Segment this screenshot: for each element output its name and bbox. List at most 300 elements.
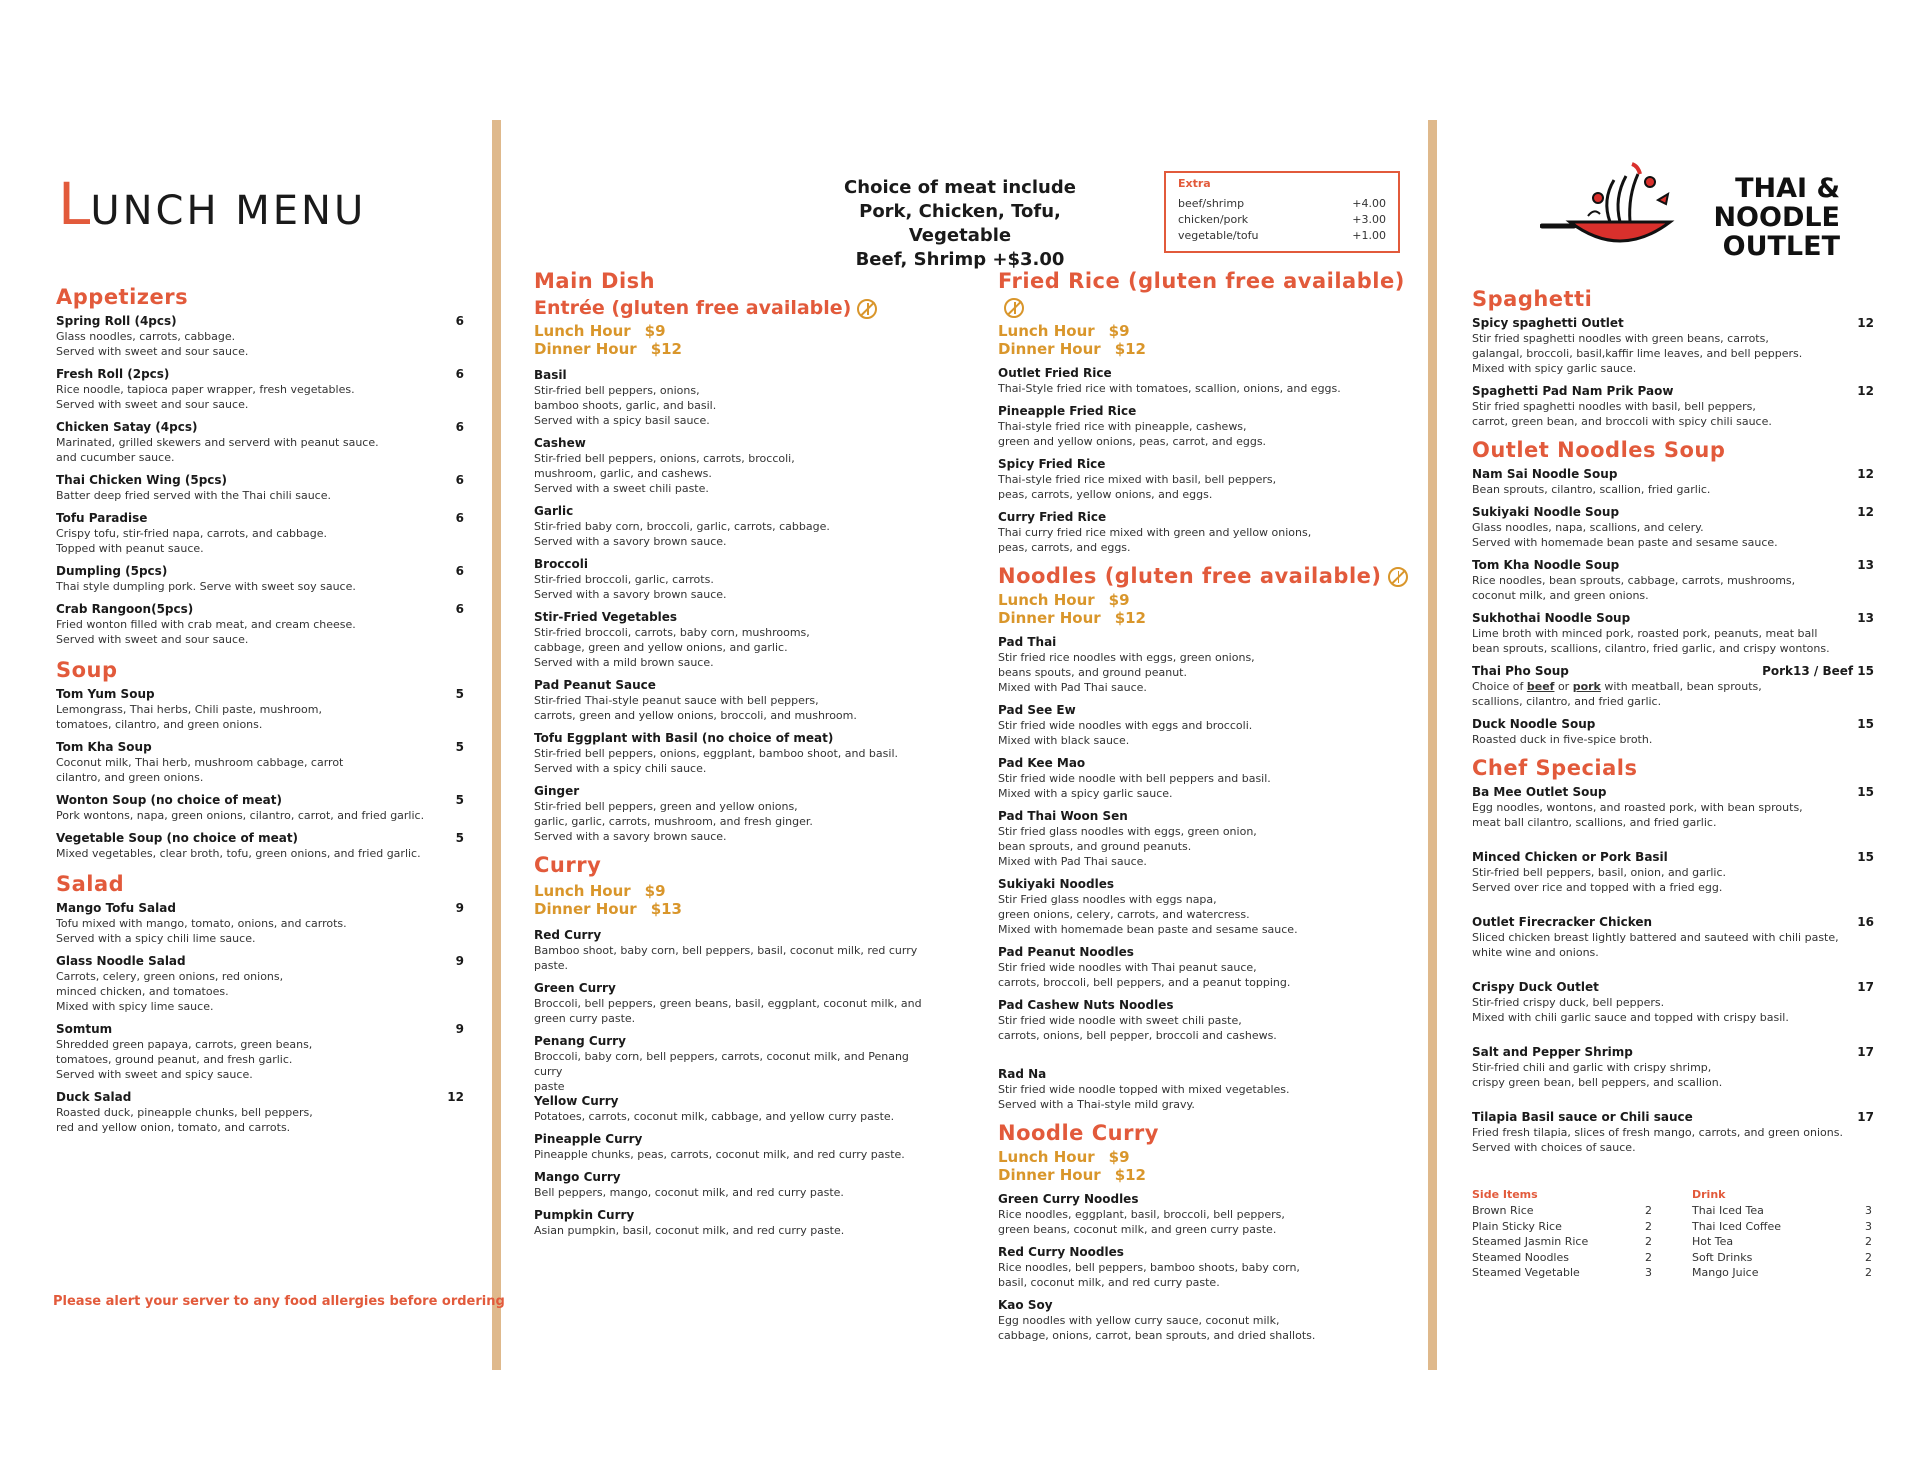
list-item bbox=[1692, 1250, 1872, 1266]
item-name: Brown Rice bbox=[1472, 1204, 1534, 1217]
extra-price: +1.00 bbox=[1352, 229, 1386, 242]
item-price: 3 bbox=[1645, 1266, 1652, 1279]
extra-title: Extra bbox=[1178, 177, 1211, 190]
item-price: 2 bbox=[1865, 1235, 1872, 1248]
item-name: Pad Peanut Noodles bbox=[998, 945, 1134, 959]
item-name: Fresh Roll (2pcs) bbox=[56, 367, 170, 381]
item-desc: beans spouts, and ground peanut. bbox=[998, 666, 1187, 679]
menu-item bbox=[998, 1245, 1408, 1290]
item-price: 17 bbox=[1857, 1045, 1874, 1059]
item-desc: Crispy tofu, stir-fried napa, carrots, and cabbage. bbox=[56, 527, 327, 540]
item-name: Plain Sticky Rice bbox=[1472, 1219, 1562, 1233]
item-desc: Served with a savory brown sauce. bbox=[534, 830, 727, 843]
item-desc: Stir fried glass noodles with eggs, green onion, bbox=[998, 825, 1257, 838]
item-price: 5 bbox=[455, 687, 464, 701]
item-desc: tomatoes, cilantro, and green onions. bbox=[56, 718, 263, 731]
item-desc: Thai-style fried rice mixed with basil, bell peppers, bbox=[998, 473, 1277, 486]
item-price: 2 bbox=[1645, 1250, 1652, 1264]
item-desc: Stir-fried bell peppers, onions, eggplant, bamboo shoot, and basil. bbox=[534, 747, 898, 760]
list-item bbox=[1472, 1203, 1652, 1219]
gluten-free-icon bbox=[857, 299, 877, 319]
menu-item bbox=[534, 1094, 934, 1124]
item-desc: peas, carrots, and eggs. bbox=[998, 541, 1131, 554]
noodles-dinner: Dinner Hour $12 bbox=[998, 609, 1146, 627]
main-dish-subtitle bbox=[534, 296, 934, 320]
item-price: 2 bbox=[1645, 1204, 1652, 1217]
item-name: Ginger bbox=[534, 784, 580, 798]
item-desc: Stir fried wide noodle topped with mixed vegetables. bbox=[998, 1083, 1290, 1096]
item-price: 2 bbox=[1865, 1266, 1872, 1279]
item-desc: Fried wonton filled with crab meat, and cream cheese. bbox=[56, 618, 356, 631]
list-item bbox=[1692, 1219, 1872, 1235]
menu-item bbox=[1472, 558, 1874, 603]
menu-item bbox=[534, 784, 934, 844]
item-desc: Pineapple chunks, peas, carrots, coconut milk, and red curry paste. bbox=[534, 1148, 905, 1161]
menu-item bbox=[1472, 505, 1874, 550]
menu-item bbox=[56, 901, 464, 946]
item-price: 5 bbox=[455, 740, 464, 754]
extra-price: +3.00 bbox=[1352, 213, 1386, 226]
item-name: Spicy Fried Rice bbox=[998, 457, 1106, 471]
item-name: Pad Cashew Nuts Noodles bbox=[998, 998, 1174, 1012]
menu-item bbox=[56, 511, 464, 556]
item-name: Penang Curry bbox=[534, 1034, 626, 1048]
curry-lunch: Lunch Hour $9 bbox=[534, 882, 666, 900]
extra-name: beef/shrimp bbox=[1178, 197, 1245, 210]
menu-item bbox=[56, 473, 464, 503]
item-desc: Marinated, grilled skewers and serverd with peanut sauce. bbox=[56, 436, 379, 449]
list-item bbox=[1692, 1234, 1872, 1250]
item-desc: red and yellow onion, tomato, and carrots. bbox=[56, 1121, 291, 1134]
menu-item bbox=[534, 928, 934, 973]
divider-stripe-right bbox=[1428, 120, 1437, 1370]
section-title-appetizers: Appetizers bbox=[56, 285, 189, 309]
noodles-lunch: Lunch Hour $9 bbox=[998, 591, 1130, 609]
item-name: Kao Soy bbox=[998, 1298, 1053, 1312]
menu-item bbox=[1472, 785, 1874, 830]
item-desc: Served with a spicy basil sauce. bbox=[534, 414, 710, 427]
item-price: 15 bbox=[1857, 717, 1874, 731]
item-desc: Topped with peanut sauce. bbox=[56, 542, 204, 555]
list-item bbox=[1692, 1265, 1872, 1281]
item-desc: bean sprouts, scallions, cilantro, fried garlic, and crispy wontons. bbox=[1472, 642, 1830, 655]
item-name: Green Curry bbox=[534, 981, 616, 995]
noodle-curry-lunch: Lunch Hour $9 bbox=[998, 1148, 1130, 1166]
item-name: Sukhothai Noodle Soup bbox=[1472, 611, 1631, 625]
item-desc: Bean sprouts, cilantro, scallion, fried garlic. bbox=[1472, 483, 1711, 496]
item-desc: mushroom, garlic, and cashews. bbox=[534, 467, 712, 480]
item-price: 12 bbox=[447, 1090, 464, 1104]
menu-item bbox=[56, 954, 464, 1014]
item-name: Sukiyaki Noodle Soup bbox=[1472, 505, 1620, 519]
item-price: 6 bbox=[455, 420, 464, 434]
item-desc: Rice noodles, bean sprouts, cabbage, carrots, mushrooms, bbox=[1472, 574, 1796, 587]
item-desc: carrots, green and yellow onions, broccoli, and mushroom. bbox=[534, 709, 857, 722]
menu-item bbox=[56, 602, 464, 647]
item-desc: Stir fried wide noodle with bell peppers and basil. bbox=[998, 772, 1271, 785]
item-desc: Mixed with spicy lime sauce. bbox=[56, 1000, 214, 1013]
menu-item bbox=[1472, 1045, 1874, 1090]
item-desc: green onions, celery, carrots, and watercress. bbox=[998, 908, 1250, 921]
section-title-soup: Soup bbox=[56, 658, 118, 682]
item-desc: Egg noodles with yellow curry sauce, coconut milk, bbox=[998, 1314, 1280, 1327]
item-price: 17 bbox=[1857, 1110, 1874, 1124]
item-desc: Served with a spicy chili sauce. bbox=[534, 762, 707, 775]
list-item bbox=[1472, 1219, 1652, 1235]
item-price: 3 bbox=[1865, 1204, 1872, 1217]
item-desc: Bell peppers, mango, coconut milk, and red curry paste. bbox=[534, 1186, 844, 1199]
item-name: Tilapia Basil sauce or Chili sauce bbox=[1472, 1110, 1693, 1124]
item-desc: and cucumber sauce. bbox=[56, 451, 175, 464]
item-desc: Mixed with black sauce. bbox=[998, 734, 1130, 747]
menu-item bbox=[1472, 316, 1874, 376]
item-name: Red Curry bbox=[534, 928, 602, 942]
item-desc: Lime broth with minced pork, roasted pork, peanuts, meat ball bbox=[1472, 627, 1818, 640]
item-price: 16 bbox=[1857, 915, 1874, 929]
item-desc: Pork wontons, napa, green onions, cilantro, carrot, and fried garlic. bbox=[56, 809, 425, 822]
section-title-spaghetti: Spaghetti bbox=[1472, 287, 1593, 311]
section-title-curry: Curry bbox=[534, 853, 602, 877]
item-desc: Batter deep fried served with the Thai chili sauce. bbox=[56, 489, 331, 502]
title-rest: UNCH MENU bbox=[90, 188, 367, 234]
fried-rice-dinner: Dinner Hour $12 bbox=[998, 340, 1146, 358]
item-name: Steamed Jasmin Rice bbox=[1472, 1235, 1589, 1248]
logo bbox=[1540, 160, 1840, 260]
menu-item bbox=[534, 504, 934, 549]
item-desc: Thai-Style fried rice with tomatoes, scallion, onions, and eggs. bbox=[998, 382, 1341, 395]
item-name: Chicken Satay (4pcs) bbox=[56, 420, 198, 434]
item-name: Basil bbox=[534, 368, 567, 382]
item-desc: Mixed with Pad Thai sauce. bbox=[998, 855, 1147, 868]
item-desc: Mixed with homemade bean paste and sesame sauce. bbox=[998, 923, 1298, 936]
menu-item bbox=[534, 610, 934, 670]
item-desc: Stir fried spaghetti noodles with green beans, carrots, bbox=[1472, 332, 1769, 345]
menu-item bbox=[534, 368, 934, 428]
item-desc: carrots, onions, bell pepper, broccoli and cashews. bbox=[998, 1029, 1277, 1042]
item-name: Pad Thai Woon Sen bbox=[998, 809, 1128, 823]
logo-line-2: NOODLE bbox=[1713, 202, 1840, 233]
item-desc: Stir-fried Thai-style peanut sauce with bell peppers, bbox=[534, 694, 819, 707]
item-desc: Lemongrass, Thai herbs, Chili paste, mushroom, bbox=[56, 703, 322, 716]
extra-name: chicken/pork bbox=[1178, 213, 1249, 226]
menu-item bbox=[998, 1298, 1408, 1343]
item-name: Wonton Soup (no choice of meat) bbox=[56, 793, 282, 807]
item-desc: meat ball cilantro, scallions, and fried garlic. bbox=[1472, 816, 1717, 829]
item-desc: Stir fried wide noodle with sweet chili paste, bbox=[998, 1014, 1242, 1027]
item-desc: Mixed with Pad Thai sauce. bbox=[998, 681, 1147, 694]
item-desc: Stir fried rice noodles with eggs, green onions, bbox=[998, 651, 1255, 664]
item-desc: Coconut milk, Thai herb, mushroom cabbage, carrot bbox=[56, 756, 344, 769]
item-desc: Tofu mixed with mango, tomato, onions, and carrots. bbox=[56, 917, 347, 930]
item-price: 6 bbox=[455, 473, 464, 487]
menu-item bbox=[998, 510, 1408, 555]
item-name: Somtum bbox=[56, 1022, 113, 1036]
item-price: 5 bbox=[455, 831, 464, 845]
drinks bbox=[1692, 1188, 1872, 1281]
list-item bbox=[1472, 1250, 1652, 1266]
item-price: 3 bbox=[1865, 1219, 1872, 1233]
section-title-main-dish: Main Dish bbox=[534, 269, 656, 293]
item-desc: Served with a spicy chili lime sauce. bbox=[56, 932, 256, 945]
menu-item bbox=[998, 998, 1408, 1043]
item-desc: galangal, broccoli, basil,kaffir lime leaves, and bell peppers. bbox=[1472, 347, 1803, 360]
menu-item bbox=[998, 703, 1408, 748]
item-name: Cashew bbox=[534, 436, 586, 450]
drink-title: Drink bbox=[1692, 1188, 1726, 1201]
main-dish-lunch: Lunch Hour $9 bbox=[534, 322, 666, 340]
item-name: Mango Juice bbox=[1692, 1266, 1759, 1279]
item-desc: carrots, broccoli, bell peppers, and a peanut topping. bbox=[998, 976, 1291, 989]
menu-item bbox=[998, 366, 1408, 396]
item-desc: Stir-fried crispy duck, bell peppers. bbox=[1472, 996, 1665, 1009]
menu-item bbox=[56, 740, 464, 785]
menu-item bbox=[998, 404, 1408, 449]
title-first-letter: L bbox=[58, 170, 91, 238]
column-right bbox=[1472, 286, 1874, 1163]
item-desc: Fried fresh tilapia, slices of fresh mango, carrots, and green onions. bbox=[1472, 1126, 1843, 1139]
main-dish-dinner: Dinner Hour $12 bbox=[534, 340, 682, 358]
item-name: Duck Salad bbox=[56, 1090, 132, 1104]
item-name: Duck Noodle Soup bbox=[1472, 717, 1596, 731]
item-desc: Stir-fried bell peppers, basil, onion, and garlic. bbox=[1472, 866, 1727, 879]
item-name: Crispy Duck Outlet bbox=[1472, 980, 1599, 994]
item-desc: green curry paste. bbox=[534, 1012, 636, 1025]
item-name: Spicy spaghetti Outlet bbox=[1472, 316, 1624, 330]
curry-dinner: Dinner Hour $13 bbox=[534, 900, 682, 918]
item-price: 9 bbox=[455, 901, 464, 915]
menu-item bbox=[56, 1090, 464, 1135]
item-name: Soft Drinks bbox=[1692, 1250, 1753, 1264]
item-desc: Served with a Thai-style mild gravy. bbox=[998, 1098, 1195, 1111]
menu-item bbox=[1472, 467, 1874, 497]
item-desc: Stir-fried broccoli, carrots, baby corn, mushrooms, bbox=[534, 626, 810, 639]
item-desc: Stir fried wide noodles with eggs and broccoli. bbox=[998, 719, 1253, 732]
item-price: 2 bbox=[1645, 1219, 1652, 1233]
item-name: Pad Peanut Sauce bbox=[534, 678, 656, 692]
item-desc: Broccoli, bell peppers, green beans, basil, eggplant, coconut milk, and bbox=[534, 997, 922, 1010]
item-desc: Rice noodle, tapioca paper wrapper, fresh vegetables. bbox=[56, 383, 355, 396]
item-desc: Served with sweet and sour sauce. bbox=[56, 345, 249, 358]
menu-item bbox=[56, 687, 464, 732]
item-name: Tom Kha Soup bbox=[56, 740, 152, 754]
item-price: 6 bbox=[455, 314, 464, 328]
fried-rice-title: Fried Rice (gluten free available) bbox=[998, 268, 1408, 320]
extra-row bbox=[1178, 228, 1386, 244]
side-items-title: Side Items bbox=[1472, 1188, 1538, 1201]
item-price: 12 bbox=[1857, 505, 1874, 519]
item-name: Steamed Noodles bbox=[1472, 1250, 1569, 1264]
item-price: 6 bbox=[455, 602, 464, 616]
noodle-curry-dinner: Dinner Hour $12 bbox=[998, 1166, 1146, 1184]
side-items bbox=[1472, 1188, 1652, 1281]
item-name: Hot Tea bbox=[1692, 1235, 1734, 1248]
item-desc: Asian pumpkin, basil, coconut milk, and red curry paste. bbox=[534, 1224, 845, 1237]
item-name: Mango Tofu Salad bbox=[56, 901, 176, 915]
item-desc: Served with homemade bean paste and sesame sauce. bbox=[1472, 536, 1778, 549]
menu-item bbox=[56, 793, 464, 823]
list-item bbox=[1692, 1203, 1872, 1219]
item-desc: cabbage, onions, carrot, bean sprouts, and dried shallots. bbox=[998, 1329, 1316, 1342]
item-desc: Sliced chicken breast lightly battered and sauteed with chili paste, bbox=[1472, 931, 1839, 944]
item-name: Thai Chicken Wing (5pcs) bbox=[56, 473, 228, 487]
menu-item bbox=[534, 981, 934, 1026]
menu-item bbox=[56, 831, 464, 861]
item-name: Tom Kha Noodle Soup bbox=[1472, 558, 1620, 572]
item-name: Outlet Firecracker Chicken bbox=[1472, 915, 1653, 929]
item-price: 6 bbox=[455, 511, 464, 525]
item-name: Pad Kee Mao bbox=[998, 756, 1086, 770]
item-desc: green beans, coconut milk, and green curry paste. bbox=[998, 1223, 1277, 1236]
item-name: Tofu Eggplant with Basil (no choice of meat) bbox=[534, 731, 834, 745]
item-name: Spaghetti Pad Nam Prik Paow bbox=[1472, 384, 1674, 398]
menu-item bbox=[1472, 1110, 1874, 1155]
menu-item bbox=[1472, 384, 1874, 429]
column-rice-noodles bbox=[998, 268, 1408, 1351]
item-name: Vegetable Soup (no choice of meat) bbox=[56, 831, 299, 845]
menu-item bbox=[998, 756, 1408, 801]
item-desc: Choice of beef or pork with meatball, bean sprouts, bbox=[1472, 680, 1762, 693]
item-desc: Mixed with chili garlic sauce and topped with crispy basil. bbox=[1472, 1011, 1789, 1024]
item-name: Spring Roll (4pcs) bbox=[56, 314, 177, 328]
item-desc: Bamboo shoot, baby corn, bell peppers, basil, coconut milk, red curry bbox=[534, 944, 918, 957]
menu-item bbox=[534, 1034, 934, 1094]
item-desc: peas, carrots, yellow onions, and eggs. bbox=[998, 488, 1213, 501]
item-name: Rad Na bbox=[998, 1067, 1047, 1081]
menu-item bbox=[56, 1022, 464, 1082]
menu-item bbox=[534, 557, 934, 602]
wok-noodles-icon bbox=[1540, 160, 1720, 260]
item-name: Tom Yum Soup bbox=[56, 687, 155, 701]
item-price: 17 bbox=[1857, 980, 1874, 994]
item-desc: Served with a sweet chili paste. bbox=[534, 482, 709, 495]
menu-item bbox=[56, 564, 464, 594]
menu-item bbox=[56, 314, 464, 359]
item-name: Thai Pho Soup bbox=[1472, 664, 1569, 678]
section-title-noodle-curry: Noodle Curry bbox=[998, 1121, 1159, 1145]
column-main bbox=[534, 268, 934, 1246]
item-price: 13 bbox=[1857, 611, 1874, 625]
item-name: Sukiyaki Noodles bbox=[998, 877, 1114, 891]
item-name: Tofu Paradise bbox=[56, 511, 148, 525]
item-name: Red Curry Noodles bbox=[998, 1245, 1124, 1259]
item-price: 5 bbox=[455, 793, 464, 807]
item-desc: tomatoes, ground peanut, and fresh garlic. bbox=[56, 1053, 293, 1066]
item-desc: Stir-fried bell peppers, onions, bbox=[534, 384, 700, 397]
item-desc: Rice noodles, eggplant, basil, broccoli, bell peppers, bbox=[998, 1208, 1285, 1221]
choice-line-3: Beef, Shrimp +$3.00 bbox=[855, 249, 1065, 270]
item-price: 2 bbox=[1865, 1250, 1872, 1264]
item-name: Steamed Vegetable bbox=[1472, 1266, 1580, 1279]
menu-item bbox=[1472, 717, 1874, 747]
item-name: Broccoli bbox=[534, 557, 589, 571]
section-title-salad: Salad bbox=[56, 872, 125, 896]
item-price: 9 bbox=[455, 1022, 464, 1036]
item-desc: Stir fried spaghetti noodles with basil, bell peppers, bbox=[1472, 400, 1756, 413]
item-desc: Stir-fried bell peppers, onions, carrots, broccoli, bbox=[534, 452, 795, 465]
menu-item bbox=[1472, 664, 1874, 709]
extra-row bbox=[1178, 212, 1386, 228]
item-price: 2 bbox=[1645, 1235, 1652, 1248]
choice-of-meat bbox=[820, 176, 1100, 272]
logo-line-1: THAI & bbox=[1735, 173, 1840, 204]
menu-item bbox=[1472, 915, 1874, 960]
item-desc: Broccoli, baby corn, bell peppers, carrots, coconut milk, and Penang curry bbox=[534, 1050, 909, 1078]
item-desc: paste. bbox=[534, 959, 569, 972]
item-name: Crab Rangoon(5pcs) bbox=[56, 602, 194, 616]
item-desc: Stir Fried glass noodles with eggs napa, bbox=[998, 893, 1217, 906]
menu-item bbox=[998, 1192, 1408, 1237]
logo-line-3: OUTLET bbox=[1722, 231, 1840, 262]
item-desc: Mixed with spicy garlic sauce. bbox=[1472, 362, 1637, 375]
extra-box bbox=[1164, 171, 1400, 253]
menu-item bbox=[998, 945, 1408, 990]
list-item bbox=[1472, 1265, 1652, 1281]
item-name: Pad Thai bbox=[998, 635, 1057, 649]
item-name: Pad See Ew bbox=[998, 703, 1076, 717]
gluten-free-icon bbox=[1004, 298, 1024, 318]
fried-rice-lunch: Lunch Hour $9 bbox=[998, 322, 1130, 340]
item-desc: Served over rice and topped with a fried egg. bbox=[1472, 881, 1723, 894]
menu-item bbox=[534, 1132, 934, 1162]
item-name: Dumpling (5pcs) bbox=[56, 564, 168, 578]
item-price: 12 bbox=[1857, 316, 1874, 330]
item-desc: Served with sweet and spicy sauce. bbox=[56, 1068, 253, 1081]
item-desc: green and yellow onions, peas, carrot, and eggs. bbox=[998, 435, 1267, 448]
main-dish-subtitle-text: Entrée (gluten free available) bbox=[534, 297, 852, 319]
choice-line-1: Choice of meat include bbox=[844, 177, 1076, 198]
menu-item bbox=[56, 420, 464, 465]
item-name: Curry Fried Rice bbox=[998, 510, 1107, 524]
menu-item bbox=[534, 1208, 934, 1238]
item-desc: basil, coconut milk, and red curry paste. bbox=[998, 1276, 1220, 1289]
item-name: Green Curry Noodles bbox=[998, 1192, 1139, 1206]
item-desc: paste bbox=[534, 1080, 565, 1093]
menu-item bbox=[534, 1170, 934, 1200]
item-price: 13 bbox=[1857, 558, 1874, 572]
menu-item bbox=[998, 457, 1408, 502]
item-price: 9 bbox=[455, 954, 464, 968]
menu-item bbox=[998, 1067, 1408, 1112]
item-desc: Stir-fried baby corn, broccoli, garlic, carrots, cabbage. bbox=[534, 520, 830, 533]
item-desc: Served with choices of sauce. bbox=[1472, 1141, 1636, 1154]
item-price: Pork13 / Beef 15 bbox=[1762, 664, 1874, 678]
allergy-note: Please alert your server to any food allergies before ordering bbox=[53, 1294, 505, 1309]
item-desc: cabbage, green and yellow onions, and garlic. bbox=[534, 641, 788, 654]
item-desc: Roasted duck in five-spice broth. bbox=[1472, 733, 1653, 746]
menu-item bbox=[1472, 980, 1874, 1025]
item-desc: Shredded green papaya, carrots, green beans, bbox=[56, 1038, 313, 1051]
item-name: Pumpkin Curry bbox=[534, 1208, 635, 1222]
item-name: Outlet Fried Rice bbox=[998, 366, 1112, 380]
item-name: Pineapple Curry bbox=[534, 1132, 643, 1146]
menu-item bbox=[1472, 611, 1874, 656]
page-title bbox=[58, 170, 366, 238]
item-desc: Carrots, celery, green onions, red onions, bbox=[56, 970, 284, 983]
item-price: 15 bbox=[1857, 785, 1874, 799]
item-desc: bean sprouts, and ground peanuts. bbox=[998, 840, 1192, 853]
item-desc: cilantro, and green onions. bbox=[56, 771, 204, 784]
divider-stripe-left bbox=[492, 120, 501, 1370]
item-desc: crispy green bean, bell peppers, and scallion. bbox=[1472, 1076, 1723, 1089]
menu-item bbox=[534, 436, 934, 496]
item-desc: bamboo shoots, garlic, and basil. bbox=[534, 399, 717, 412]
item-desc: Served with a savory brown sauce. bbox=[534, 588, 727, 601]
item-desc: scallions, cilantro, and fried garlic. bbox=[1472, 695, 1662, 708]
item-desc: Thai style dumpling pork. Serve with sweet soy sauce. bbox=[56, 580, 356, 593]
item-desc: Stir-fried chili and garlic with crispy shrimp, bbox=[1472, 1061, 1712, 1074]
item-price: 12 bbox=[1857, 467, 1874, 481]
item-desc: Mixed with a spicy garlic sauce. bbox=[998, 787, 1173, 800]
